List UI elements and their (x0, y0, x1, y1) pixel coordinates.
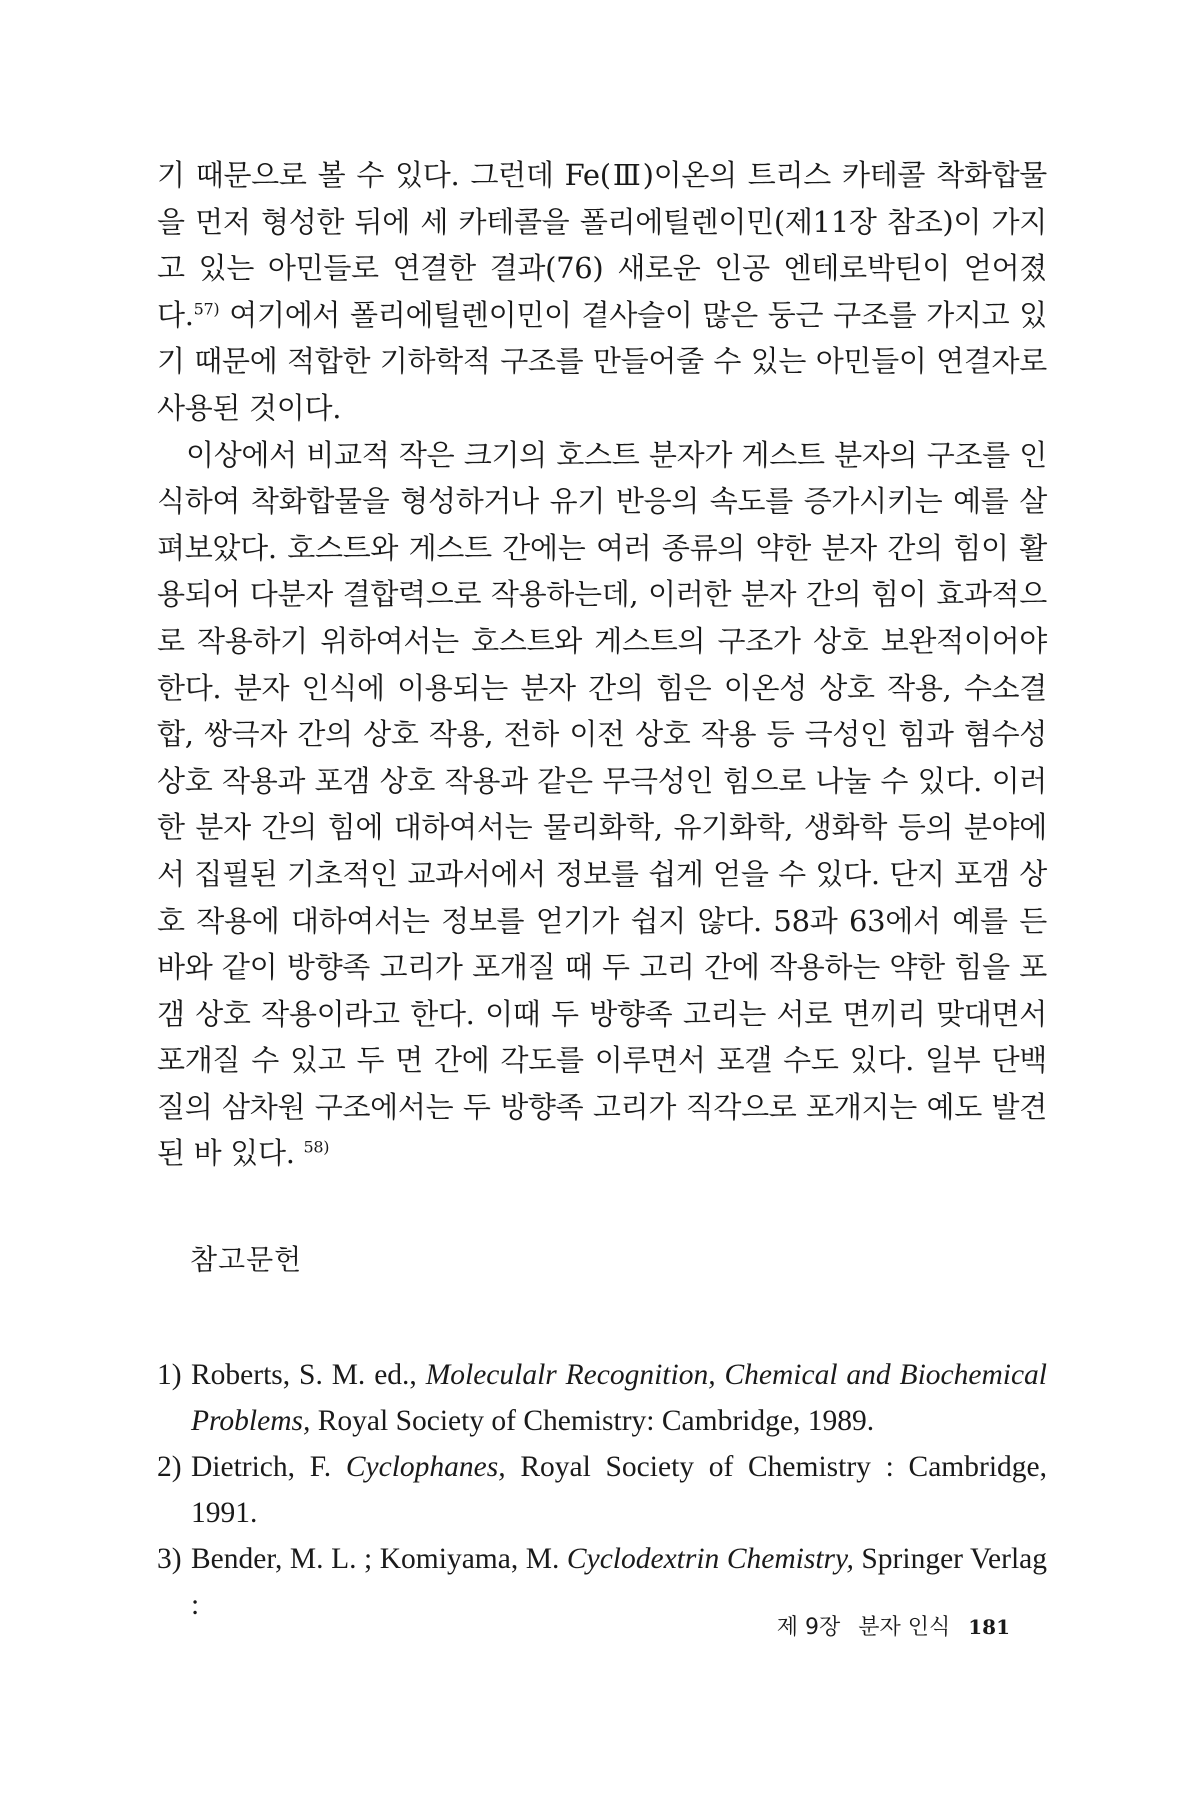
reference-number: 1) (157, 1359, 182, 1391)
paragraph-2-text: 이상에서 비교적 작은 크기의 호스트 분자가 게스트 분자의 구조를 인식하여 착화합물을 형성하거나 유기 반응의 속도를 증가시키는 예를 살펴보았다. 호스트와 게스트 간에는 여러 종류의 약한 분자 간의 힘이 활용되어 다분자 결합력으로 작용하는데, 이러한 분자 간의 힘이 효과적으로 작용하기 위하여서는 호스트와 게스트의 구조가 상호 보완적이어야 한다. 분자 인식에 이용되는 분자 간의 힘은 이온성 상호 작용, 수소결합, 쌍극자 간의 상호 작용, 전하 이전 상호 작용 등 극성인 힘과 혐수성 상호 작용과 포갬 상호 작용과 같은 무극성인 힘으로 나눌 수 있다. 이러한 분자 간의 힘에 대하여서는 물리화학, 유기화학, 생화학 등의 분야에서 집필된 기초적인 교과서에서 정보를 쉽게 얻을 수 있다. 단지 포갬 상호 작용에 대하여서는 정보를 얻기가 쉽지 않다. 58과 63에서 예를 든 바와 같이 방향족 고리가 포개질 때 두 고리 간에 작용하는 약한 힘을 포갬 상호 작용이라고 한다. 이때 두 방향족 고리는 서로 면끼리 맞대면서 포개질 수 있고 두 면 간에 각도를 이루면서 포갤 수도 있다. 일부 단백질의 삼차원 구조에서는 두 방향족 고리가 직각으로 포개지는 예도 발견된 바 있다. (157, 437, 1047, 1171)
body-text (157, 152, 1047, 1177)
reference-item (157, 1352, 1047, 1444)
reference-authors: Roberts, S. M. ed., (191, 1359, 426, 1391)
page-footer (777, 1610, 1010, 1641)
footer-section-title: 분자 인식 (858, 1615, 951, 1640)
reference-publisher: Royal Society of Chemistry: Cambridge, 1989. (310, 1405, 875, 1437)
citation-57: 57) (193, 299, 220, 319)
references-heading: 참고문헌 (190, 1243, 303, 1276)
reference-title: Moleculalr Recognition, Chemical and Biochemical Problems, (191, 1359, 1047, 1437)
paragraph-1 (157, 152, 1047, 432)
page-number: 181 (968, 1615, 1010, 1639)
footer-chapter: 제 9장 (776, 1615, 841, 1640)
reference-title: Cyclodextrin Chemistry, (566, 1543, 854, 1575)
paragraph-1-text: 기 때문으로 볼 수 있다. 그런데 Fe(Ⅲ)이온의 트리스 카테콜 착화합물을 먼저 형성한 뒤에 세 카테콜을 폴리에틸렌이민(제11장 참조)이 가지고 있는 아민들로 연결한 결과(76) 새로운 인공 엔테로박틴이 얻어졌다. (157, 158, 1047, 332)
reference-number: 2) (157, 1451, 182, 1483)
reference-publisher: Royal Society of Chemistry : Cambridge, 1991. (191, 1451, 1047, 1529)
citation-58: 58) (303, 1137, 330, 1157)
reference-authors: Bender, M. L. ; Komiyama, M. (191, 1543, 567, 1575)
reference-publisher: Springer Verlag : (191, 1543, 1048, 1621)
reference-number: 3) (157, 1543, 182, 1575)
reference-item (157, 1444, 1047, 1536)
reference-title: Cyclophanes, (345, 1451, 506, 1483)
references-list (157, 1352, 1047, 1628)
paragraph-2 (157, 432, 1047, 1178)
paragraph-1-text-cont: 여기에서 폴리에틸렌이민이 곁사슬이 많은 둥근 구조를 가지고 있기 때문에 적합한 기하학적 구조를 만들어줄 수 있는 아민들이 연결자로 사용된 것이다. (157, 297, 1047, 425)
reference-authors: Dietrich, F. (191, 1451, 346, 1483)
